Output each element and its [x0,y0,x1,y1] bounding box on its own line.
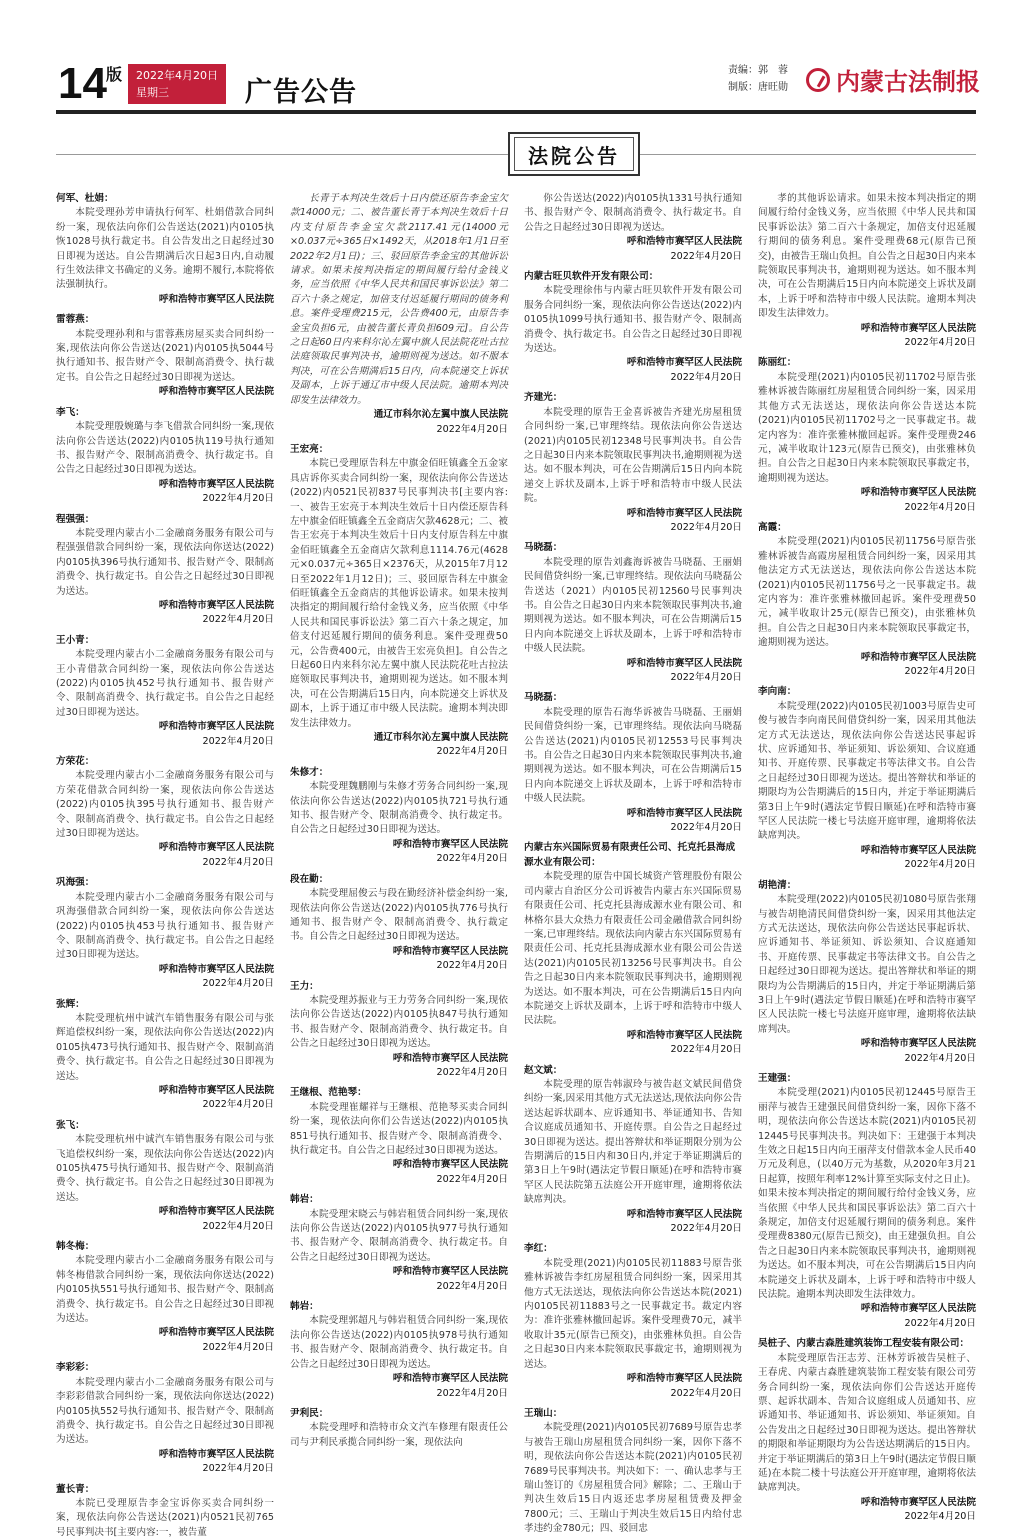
notice-date: 2022年4月20日 [904,1052,976,1064]
court-notice [290,1300,508,1401]
notice-body: 本院已受理原告科左中旗金佰旺镇鑫全五金家具店诉你买卖合同纠纷一案，现依法向你公告送达(2022)内0521民初837号民事判决书[主要内容:一、被告王宏亮于本判决生效后十日内偿还原告科左中旗金佰旺镇鑫全五金商店欠款4628元；二、被告王宏亮于本判决生效后十日内支付原告科左中旗金佰旺镇鑫全五金商店欠款利息1114.76元(4628元×0.037元÷365日×2376天，从2015年7月12日至2022年1月12日)；三、驳回原告科左中旗金佰旺镇鑫全五金商店的其他诉讼请求。如果未按判决指定的期间履行给付金钱义务，应当依照《中华人民共和国民事诉讼法》第二百六十条之规定，加倍支付迟延履行期间的债务利息。案件受理费50元，公告费400元，由被告王宏亮负担]。自公告之日起60日内来科尔沁左翼中旗人民法院花吐古拉法庭领取民事判决书，逾期则视为送达。如不服本判决，可在公告期满后15日内，向本院递交上诉状及副本，上诉于通辽市中级人民法院。逾期本判决即发生法律效力。 [290,458,508,729]
court-notice [56,406,274,507]
notice-court: 呼和浩特市赛罕区人民法院 [392,1052,508,1064]
notice-addressee: 巩海强： [56,877,95,889]
notice-court: 呼和浩特市赛罕区人民法院 [158,963,274,975]
notice-court: 呼和浩特市赛罕区人民法院 [626,507,742,519]
court-notice [758,1072,976,1331]
notice-court: 呼和浩特市赛罕区人民法院 [860,1038,976,1050]
notice-court: 呼和浩特市赛罕区人民法院 [392,1266,508,1278]
notice-addressee: 尹利民： [290,1407,329,1419]
page-suffix: 版 [106,65,123,84]
banner-frame [508,132,640,176]
notice-addressee: 方荣花： [56,756,95,768]
notice-body: 本院受理崔耀祥与王继根、范艳琴买卖合同纠纷一案，现依法向你们公告送达(2022)内0105执851号执行通知书、报告财产令、限制高消费令、执行裁定书。自公告之日起经过30日即视为送达。 [290,1101,508,1156]
court-notice [758,1337,976,1524]
notice-addressee: 韩冬梅： [56,1241,95,1253]
producer-line: 制版：唐旺勋 [728,82,788,93]
notices-area [56,192,976,1538]
notice-body: 本院受理(2021)内0105民初11756号原告张雅林诉被告高霞房屋租赁合同纠纷一案，因采用其他法定方式无法送达，现依法向你公告送达本院(2021)内0105民初11756号之一民事裁定书。裁定内容为：准许张雅林撤回起诉。案件受理费50元，减半收取计25元(原告已预交)，由张雅林负担。自公告之日起30日内来本院领取民事裁定书，逾期则视为送达。 [758,536,976,649]
notice-body: 本院受理的原告刘鑫海诉被告马晓磊、王丽娟民间借贷纠纷一案,已审理终结。现依法向马晓磊公告送达（2021）内0105民初12560号民事判决书。自公告之日起30日内来本院领取民事判决书,逾期则视为送达。如不服本判决，可在公告期满后15日内向本院递交上诉状及副本，上诉于呼和浩特市中级人民法院。 [524,556,742,655]
notice-date: 2022年4月20日 [670,250,742,262]
notice-court: 呼和浩特市赛罕区人民法院 [158,478,274,490]
notice-court: 呼和浩特市赛罕区人民法院 [626,1029,742,1041]
notice-addressee: 李红： [524,1243,553,1255]
notice-court: 呼和浩特市赛罕区人民法院 [860,1303,976,1315]
court-notice [524,1242,742,1400]
notice-addressee: 李向南： [758,686,797,698]
notice-date: 2022年4月20日 [202,1220,274,1232]
court-notice [524,192,742,264]
notice-court: 呼和浩特市赛罕区人民法院 [626,657,742,669]
notice-date: 2022年4月20日 [904,501,976,513]
notice-body: 本院受理内蒙古小二金融商务服务有限公司与韩冬梅借款合同纠纷一案，现依法向你送达(2022)内0105执551号执行通知书、报告财产令、限制高消费令、执行裁定书。自公告之日起经过30日即视为送达。 [56,1255,274,1325]
notice-date: 2022年4月20日 [904,859,976,871]
notice-addressee: 齐建光： [524,392,563,404]
notice-date: 2022年4月20日 [436,853,508,865]
issue-date-box [128,64,226,104]
court-notice [758,879,976,1066]
notice-date: 2022年4月20日 [202,1341,274,1353]
court-notice [56,1240,274,1355]
notice-court: 呼和浩特市赛罕区人民法院 [626,1373,742,1385]
notice-body: 本院受理的原告中国长城资产管理股份有限公司内蒙古自治区分公司诉被告内蒙古东兴国际贸易有限责任公司、托克托县海成源水业有限公司、和林格尔县大众热力有限责任公司金融借款合同纠纷一案,已审理终结。现依法向内蒙古东兴国际贸易有限责任公司、托克托县海成源水业有限公司公告送达(2021)内0105民初13256号民事判决书。自公告之日起30日内来本院领取民事判决书，逾期则视为送达。如不服本判决，可在公告期满后15日内向本院递交上诉状及副本，上诉于呼和浩特市中级人民法院。 [524,871,742,1027]
notice-court: 通辽市科尔沁左翼中旗人民法院 [373,409,508,421]
editor-credits [728,62,788,96]
notice-date: 2022年4月20日 [904,1317,976,1329]
court-notice [290,1086,508,1187]
notice-date: 2022年4月20日 [436,1387,508,1399]
notice-body: 本院受理内蒙古小二金融商务服务有限公司与李彩彩借款合同纠纷一案，现依法向你送达(2022)内0105执552号执行通知书、报告财产令、限制高消费令、执行裁定书。自公告之日起经过30日即视为送达。 [56,1376,274,1446]
notice-addressee: 高霞： [758,521,787,533]
notice-body: 本院受理宋晓云与韩岩租赁合同纠纷一案,现依法向你公告送达(2022)内0105执977号执行通知书、报告财产令、限制高消费令、执行裁定书。自公告之日起经过30日即视为送达。 [290,1208,508,1263]
notice-addressee: 张辉： [56,998,85,1010]
notice-court: 呼和浩特市赛罕区人民法院 [860,651,976,663]
notice-addressee: 王继根、范艳琴： [290,1087,367,1099]
notice-addressee: 韩岩： [290,1301,319,1313]
notice-body: 本院受理郭超凡与韩岩租赁合同纠纷一案,现依法向你公告送达(2022)内0105执978号执行通知书、报告财产令、限制高消费令、执行裁定书。自公告之日起经过30日即视为送达。 [290,1315,508,1370]
notice-body: 本院受理内蒙古小二金融商务服务有限公司与巩海强借款合同纠纷一案，现依法向你公告送达(2022)内0105执453号执行通知书、报告财产令、限制高消费令、执行裁定书。自公告之日起经过30日即视为送达。 [56,891,274,961]
notice-date: 2022年4月20日 [202,493,274,505]
court-notice [524,541,742,685]
court-notice [524,691,742,835]
issue-weekday: 星期三 [136,86,169,99]
notice-addressee: 胡艳清： [758,879,797,891]
notice-court: 呼和浩特市赛罕区人民法院 [158,842,274,854]
court-notice [524,270,742,385]
court-notice [56,1119,274,1234]
notice-body: 本院受理原告汪志芳、汪林芳诉被告吴桩子、王春虎、内蒙古森胜建筑装饰工程安装有限公司劳务合同纠纷一案，现依法向你们公告送达开庭传票、起诉状副本、告知合议庭组成人员通知书、应诉通知书、举证通知书、诉讼须知、举证须知。自公告发出之日起经过30日即视为送达。提出答辩状的期限和举证期限均为公告送达期满后的15日内。并定于举证期满后的第3日上午9时(遇法定节假日顺延)在本院二楼十号法庭公开开庭审理，逾期将依法缺席判决。 [758,1352,976,1494]
notice-date: 2022年4月20日 [436,1280,508,1292]
court-notice [56,876,274,991]
notice-body: 本院受理(2021)内0105民初11702号原告张雅林诉被告陈丽红房屋租赁合同纠纷一案，因采用其他方式无法送达，现依法向你公告送达本院(2021)内0105民初11702号之一民事裁定书。裁定内容为：准许张雅林撤回起诉。案件受理费246元，减半收取计123元(原告已预交)，由张雅林负担。自公告之日起30日内来本院领取民事裁定书，逾期则视为送达。 [758,371,976,484]
notice-column-3 [524,192,742,1535]
notice-date: 2022年4月20日 [436,423,508,435]
notice-addressee: 程强强： [56,513,95,525]
notice-court: 呼和浩特市赛罕区人民法院 [392,1373,508,1385]
notice-body: 本院受理徐伟与内蒙古旺贝软件开发有限公司服务合同纠纷一案，现依法向你公告送达(2022)内0105执1099号执行通知书、报告财产令、限制高消费令、执行裁定书。自公告之日起经过30日即视为送达。 [524,285,742,355]
notice-court: 呼和浩特市赛罕区人民法院 [860,322,976,334]
notice-date: 2022年4月20日 [904,666,976,677]
notice-date: 2022年4月20日 [670,1044,742,1056]
notice-court: 呼和浩特市赛罕区人民法院 [860,1496,976,1508]
notice-body: 本院受理(2021)内0105民初12445号原告王丽萍与被告王建强民间借贷纠纷一案，因你下落不明，现依法向你公告送达本院(2021)内0105民初12445号民事判决书。判决如下：王建强于本判决生效之日起15日内向王丽萍支付借款本金人民币40万元及利息，(以40万元为基数，从2020年3月21日起算，按照年利率12%计算至实际支付之日止)。如果未按本判决指定的期间履行给付金钱义务，应当依照《中华人民共和国民事诉讼法》第二百六十条规定，加倍支付迟延履行期间的债务利息。案件受理费8380元(原告已预交)，由王建强负担。自公告之日起30日内来本院领取民事判决书，逾期则视为送达。如不服本判决，可在公告期满后15日内向本院递交上诉状及副本，上诉于呼和浩特市中级人民法院。逾期本判决即发生法律效力。 [758,1087,976,1301]
notice-date: 2022年4月20日 [436,746,508,758]
notice-court: 呼和浩特市赛罕区人民法院 [626,807,742,819]
court-notice [56,513,274,628]
notice-addressee: 王建强： [758,1072,797,1084]
court-notice [56,1361,274,1476]
notice-court: 呼和浩特市赛罕区人民法院 [158,1084,274,1096]
notice-addressee: 吴桩子、内蒙古森胜建筑装饰工程安装有限公司： [758,1338,970,1350]
court-notice [524,1407,742,1537]
notice-court: 呼和浩特市赛罕区人民法院 [860,844,976,856]
notice-court: 通辽市科尔沁左翼中旗人民法院 [373,732,508,744]
notice-date: 2022年4月20日 [904,1511,976,1523]
notice-body: 本院已受理原告李金宝诉你买卖合同纠纷一案，现依法向你公告送达(2021)内0521民初765号民事判决书[主要内容:一，被告董 [56,1497,274,1538]
notice-court: 呼和浩特市赛罕区人民法院 [158,599,274,611]
notice-addressee: 王宏亮： [290,443,329,455]
notice-court: 呼和浩特市赛罕区人民法院 [158,1448,274,1460]
notice-addressee: 董长青： [56,1483,95,1495]
court-notice [56,192,274,307]
notice-body: 本院受理的原告石海华诉被告马晓磊、王丽娟民间借贷纠纷一案，已审理终结。现依法向马晓磊公告送达(2021)内0105民初12553号民事判决书。自公告之日起30日内来本院领取民事判决书,逾期则视为送达。如不服本判决，可在公告期满后15日内向本院递交上诉状及副本，上诉于呼和浩特市中级人民法院。 [524,706,742,805]
notice-addressee: 王瑞山： [524,1407,563,1419]
court-notice [56,1483,274,1540]
notice-body: 你公告送达(2022)内0105执1331号执行通知书、报告财产令、限制高消费令、执行裁定书。自公告之日起经过30日即视为送达。 [524,193,742,233]
notice-date: 2022年4月20日 [202,735,274,747]
notice-addressee: 马晓磊： [524,692,563,704]
notice-addressee: 张飞： [56,1119,85,1131]
notice-addressee: 王小青： [56,634,95,646]
court-notice [56,313,274,399]
notice-column-4 [758,192,976,1523]
notice-addressee: 何军、杜娟： [56,193,114,204]
notice-court: 呼和浩特市赛罕区人民法院 [392,838,508,850]
notice-court: 呼和浩特市赛罕区人民法院 [158,293,274,305]
editor-line: 责编：郭 蓉 [728,65,788,76]
section-banner [56,132,976,178]
notice-addressee: 韩岩： [290,1194,319,1206]
court-notice [524,1064,742,1237]
notice-court: 呼和浩特市赛罕区人民法院 [392,1159,508,1171]
notice-date: 2022年4月20日 [670,521,742,533]
notice-addressee: 内蒙古东兴国际贸易有限责任公司、托克托县海成源水业有限公司： [524,842,736,868]
notice-addressee: 李飞： [56,406,85,418]
notice-court: 呼和浩特市赛罕区人民法院 [860,487,976,499]
page-header [0,0,1024,120]
notice-date: 2022年4月20日 [202,1099,274,1111]
notice-date: 2022年4月20日 [670,371,742,383]
header-rule [56,110,976,114]
notice-body: 本院受理殷婉璐与李飞借款合同纠纷一案,现依法向你公告送达(2022)内0105执119号执行通知书、报告财产令、限制高消费令、执行裁定书。自公告之日起经过30日即视为送达。 [56,421,274,476]
notice-court: 呼和浩特市赛罕区人民法院 [392,945,508,957]
notice-body: 本院受理内蒙古小二金融商务服务有限公司与王小青借款合同纠纷一案，现依法向你公告送达(2022)内0105执452号执行通知书、报告财产令、限制高消费令、执行裁定书。自公告之日起经过30日即视为送达。 [56,649,274,718]
court-notice [290,192,508,437]
notice-body: 本院受理(2022)内0105民初1003号原告史可俊与被告李向南民间借贷纠纷一案，因采用其他法定方式无法送达，现依法向你公告送达民事起诉状、应诉通知书、举证须知、诉讼须知、合议庭通知书、开庭传票、民事裁定书等法律文书。自公告之日起经过30日即视为送达。提出答辩状和举证的期限均为公告期满后的15日内，并定于举证期满后第3日上午9时(遇法定节假日顺延)在呼和浩特市赛罕区人民法院一楼七号法庭开庭审理，逾期将依法缺席判决。 [758,700,976,842]
court-notice [290,1193,508,1294]
notice-body: 本院受理内蒙古小二金融商务服务有限公司与程强强借款合同纠纷一案，现依法向你送达(2022)内0105执396号执行通知书、报告财产令、限制高消费令、执行裁定书。自公告之日起经过30日即视为送达。 [56,527,274,597]
notice-body: 本院受理苏振业与王力劳务合同纠纷一案,现依法向你公告送达(2022)内0105执847号执行通知书、报告财产令、限制高消费令、执行裁定书。自公告之日起经过30日即视为送达。 [290,994,508,1050]
court-notice [758,685,976,872]
notice-court: 呼和浩特市赛罕区人民法院 [626,357,742,369]
notice-body: 本院受理孙芳申请执行何军、杜娟借款合同纠纷一案，现依法向你们公告送达(2021)内0105执恢1028号执行裁定书。自公告发出之日起经过30日即视为送达。自公告期满后次日起3日内,自动履行生效法律文书确定的义务。逾期不履行,本院将依法强制执行。 [56,207,274,291]
court-notice [290,873,508,974]
notice-date: 2022年4月20日 [670,822,742,834]
notice-date: 2022年4月20日 [202,978,274,990]
notice-column-2 [290,192,508,1476]
notice-body: 长青于本判决生效后十日内偿还原告李金宝欠款14000元；二、被告董长青于本判决生效后十日内支付原告李金宝欠款2117.41元(14000元×0.037元÷365日×1492天，从2018年1月1日至2022年2月1日)；三、驳回原告李金宝的其他诉讼请求。如果未按判决指定的期间履行给付金钱义务，应当依照《中华人民共和国民事诉讼法》第二百六十条之规定，加倍支付迟延履行期间的债务利息。案件受理费215元，公告费400元，由原告李金宝负担6元，由被告董长青负担609元]。自公告之日起60日内来科尔沁左翼中旗人民法院花吐古拉法庭领取民事判决书，逾期则视为送达。如不服本判决，可在公告期满后15日内，向本院递交上诉状及副本，上诉于通辽市中级人民法院。逾期本判决即发生法律效力。 [290,193,508,406]
court-notice [758,192,976,350]
court-notice [290,443,508,760]
notice-date: 2022年4月20日 [904,337,976,349]
notice-date: 2022年4月20日 [202,1463,274,1475]
court-notice [524,391,742,535]
notice-column-1 [56,192,274,1538]
notice-body: 孝的其他诉讼请求。如果未按本判决指定的期间履行给付金钱义务，应当依照《中华人民共和国民事诉讼法》第二百六十条规定，加倍支付迟延履行期间的债务利息。案件受理费68元(原告已预交)，由被告王瑞山负担。自公告之日起30日内来本院领取民事判决书，逾期则视为送达。如不服本判决，可在公告期满后15日内向本院递交上诉状及副本，上诉于呼和浩特市中级人民法院。逾期本判决即发生法律效力。 [758,193,976,320]
notice-date: 2022年4月20日 [202,856,274,868]
notice-addressee: 陈丽红： [758,357,797,369]
banner-title: 法院公告 [514,137,634,171]
court-notice [56,755,274,870]
notice-body: 本院受理杭州中诚汽车销售服务有限公司与张飞追偿权纠纷一案，现依法向你公告送达(2022)内0105执475号执行通知书、报告财产令、限制高消费令、执行裁定书。自公告之日起经过30日即视为送达。 [56,1134,274,1203]
notice-body: 本院受理杭州中诚汽车销售服务有限公司与张辉追偿权纠纷一案，现依法向你公告送达(2022)内0105执473号执行通知书、报告财产令、限制高消费令、执行裁定书。自公告之日起经过30日即视为送达。 [56,1012,274,1082]
notice-body: 本院受理(2022)内0105民初1080号原告张翔与被告胡艳清民间借贷纠纷一案，因采用其他法定方式无法送达，现依法向你公告送达民事起诉状、应诉通知书、举证须知、诉讼须知、合议庭通知书、开庭传票、民事裁定书等法律文书。自公告之日起经过30日即视为送达。提出答辩状和举证的期限均为公告期满后的15日内，并定于举证期满后第3日上午9时(遇法定节假日顺延)在呼和浩特市赛罕区人民法院一楼七号法庭开庭审理，逾期将依法缺席判决。 [758,894,976,1035]
newspaper-logo-icon [806,68,830,92]
notice-body: 本院受理孙利和与雷蓉燕房屋买卖合同纠纷一案,现依法向你公告送达(2021)内0105执5044号执行通知书、报告财产令、限制高消费令、执行裁定书。自公告之日起经过30日即视为送达。 [56,328,274,383]
court-notice [56,998,274,1113]
notice-date: 2022年4月20日 [670,672,742,683]
notice-date: 2022年4月20日 [436,960,508,972]
court-notice [290,766,508,867]
page-number: 14 [58,59,107,108]
court-notice [290,1407,508,1450]
court-notice [524,841,742,1057]
notice-body: 本院受理的原告韩淑玲与被告赵文斌民间借贷纠纷一案,因采用其他方式无法送达,现依法向你公告送达起诉状副本、应诉通知书、举证通知书、告知合议庭成员通知书、开庭传票。自公告之日起经过30日即视为送达。提出答辩状和举证期限分别为公告期满后的15日内和30日内,并定于举证期满后的第3日上午9时(遇法定节假日顺延)在呼和浩特市赛罕区人民法院第五法庭公开开庭审理，逾期将依法缺席判决。 [524,1078,742,1206]
notice-date: 2022年4月20日 [436,1066,508,1078]
newspaper-logo [806,62,980,97]
issue-date: 2022年4月20日 [136,69,218,82]
notice-date: 2022年4月20日 [436,1173,508,1185]
notice-court: 呼和浩特市赛罕区人民法院 [158,1327,274,1339]
notice-addressee: 雷蓉燕： [56,314,95,326]
court-notice [56,634,274,749]
newspaper-name: 内蒙古法制报 [836,67,980,96]
notice-date: 2022年4月20日 [202,614,274,626]
notice-body: 本院受理(2021)内0105民初7689号原告忠孝与被告王瑞山房屋租赁合同纠纷一案，因你下落不明，现依法向你公告送达本院(2021)内0105民初7689号民事判决书。判决如下：一、确认忠孝与王瑞山签订的《房屋租赁合同》解除；二、王瑞山于判决生效后15日内返还忠孝房屋租赁费及押金7800元；三、王瑞山于判决生效后15日内给付忠孝违约金780元；四、驳回忠 [524,1422,742,1535]
notice-court: 呼和浩特市赛罕区人民法院 [158,1206,274,1218]
notice-addressee: 王力： [290,980,319,992]
notice-addressee: 李彩彩： [56,1362,95,1374]
court-notice [758,521,976,679]
notice-court: 呼和浩特市赛罕区人民法院 [626,236,742,248]
notice-body: 本院受理内蒙古小二金融商务服务有限公司与方荣花借款合同纠纷一案，现依法向你公告送达(2022)内0105执395号执行通知书、报告财产令、限制高消费令、执行裁定书。自公告之日起经过30日即视为送达。 [56,770,274,840]
notice-addressee: 朱修才： [290,766,329,778]
notice-date: 2022年4月20日 [670,1223,742,1235]
notice-court: 呼和浩特市赛罕区人民法院 [626,1208,742,1220]
notice-body: 本院受理呼和浩特市众文汽车修理有限责任公司与尹利民承揽合同纠纷一案，现依法向 [290,1422,508,1448]
notice-addressee: 段在勤： [290,873,329,885]
notice-court: 呼和浩特市赛罕区人民法院 [158,386,274,398]
notice-body: 本院受理屈俊云与段在勤经济补偿金纠纷一案,现依法向你公告送达(2022)内0105执776号执行通知书、报告财产令、限制高消费令、执行裁定书。自公告之日起经过30日即视为送达。 [290,888,508,943]
court-notice [758,356,976,514]
section-title: 广告公告 [245,77,357,108]
court-notice [290,980,508,1081]
notice-body: 本院受理的原告王金喜诉被告齐建光房屋租赁合同纠纷一案,已审理终结。现依法向你公告送达(2021)内0105民初12348号民事判决书。自公告之日起30日内来本院领取民事判决书,逾期则视为送达。如不服本判决，可在公告期满后15日内向本院递交上诉状及副本,上诉于呼和浩特市中级人民法院。 [524,406,742,505]
notice-court: 呼和浩特市赛罕区人民法院 [158,721,274,733]
notice-date: 2022年4月20日 [670,1387,742,1399]
notice-addressee: 马晓磊： [524,542,563,554]
notice-body: 本院受理(2021)内0105民初11883号原告张雅林诉被告李红房屋租赁合同纠纷一案，因采用其他方式无法送达，现依法向你公告送达本院(2021)内0105民初11883号之一民事裁定书。裁定内容为：准许张雅林撤回起诉。案件受理费70元，减半收取计35元(原告已预交)，由张雅林负担。自公告之日起30日内来本院领取民事裁定书，逾期则视为送达。 [524,1257,742,1370]
notice-addressee: 赵文斌： [524,1064,563,1076]
notice-addressee: 内蒙古旺贝软件开发有限公司： [524,271,659,283]
notice-body: 本院受理魏鹏刚与朱修才劳务合同纠纷一案,现依法向你公告送达(2022)内0105执721号执行通知书、报告财产令、限制高消费令、执行裁定书。自公告之日起经过30日即视为送达。 [290,781,508,836]
